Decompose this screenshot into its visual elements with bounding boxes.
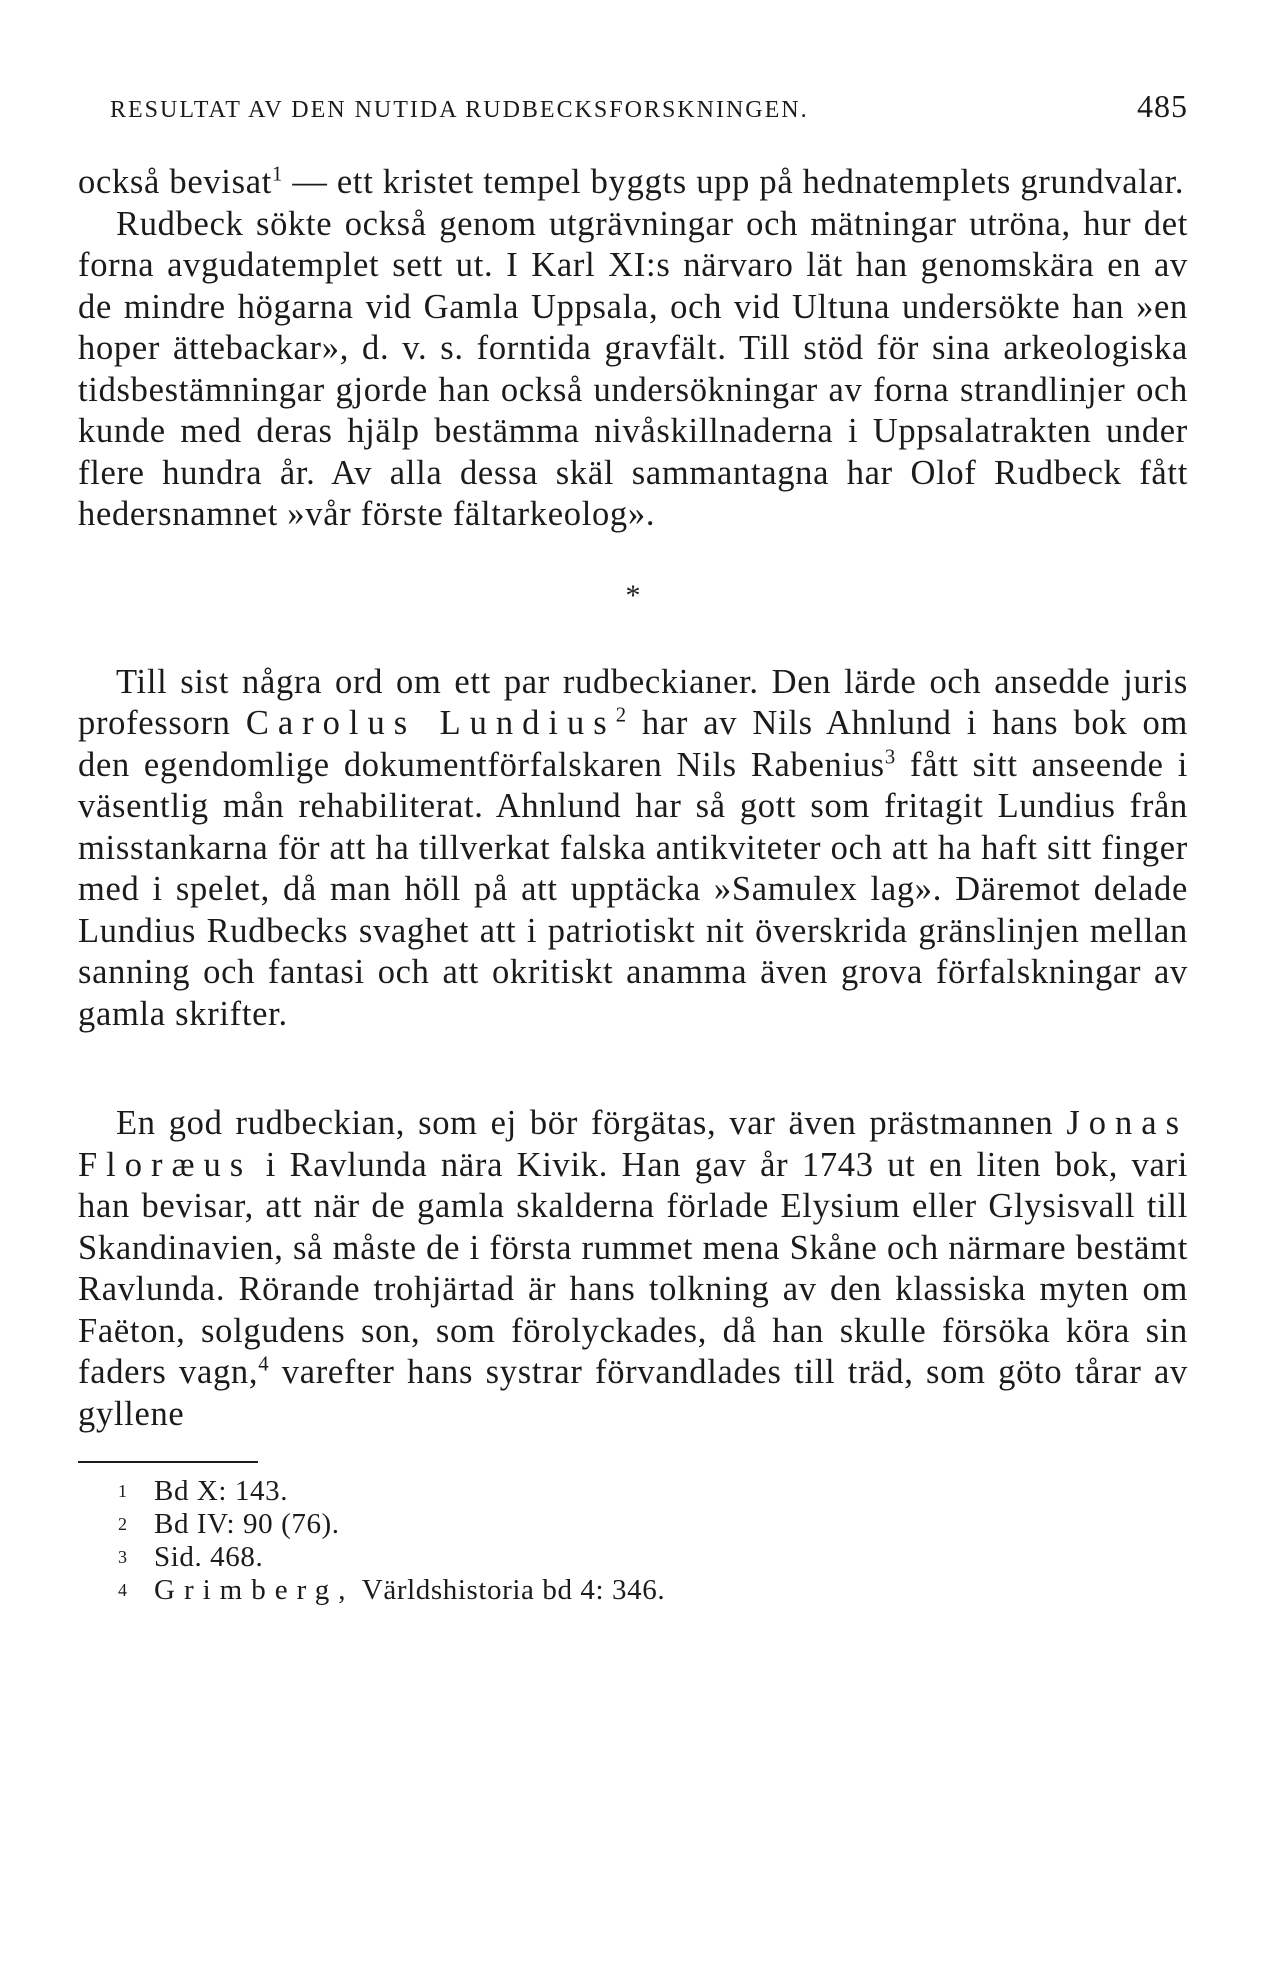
footnote [118, 1574, 1188, 1607]
footnote-number: 3 [118, 1547, 128, 1567]
footnote-text: Sid. 468. [154, 1541, 264, 1573]
footnote [118, 1475, 1188, 1508]
footnote [118, 1541, 1188, 1574]
paragraph-3-text-c: fått sitt anseende i väsentlig mån rehabiliterat. Ahnlund har så gott som fritagit Lundius från misstankarna för att ha tillverkat falska antikviteter och att ha haft sitt finger med i spelet, då man höll på att upptäcka »Samulex lag». Däremot delade Lundius Rudbecks svaghet att i patriotiskt nit överskrida gränslinjen mellan sanning och fantasi och att okritiskt anamma även grova förfalskningar av gamla skrifter. [78, 745, 1188, 1033]
footnote-text: Bd X: 143. [154, 1475, 289, 1507]
footnote-ref-2: 2 [615, 704, 627, 727]
paragraph-2: Rudbeck sökte också genom utgrävningar och mätningar utröna, hur det forna avgudatemplet sett ut. I Karl XI:s närvaro lät han genomskära en av de mindre högarna vid Gamla Uppsala, och vid Ultuna undersökte han »en hoper ättebackar», d. v. s. forntida gravfält. Till stöd för sina arkeologiska tidsbestämningar gjorde han också undersökningar av forna strandlinjer och kunde med deras hjälp bestämma nivåskillnaderna i Uppsalatrakten under flere hundra år. Av alla dessa skäl sammantagna har Olof Rudbeck fått hedersnamnet »vår förste fältarkeolog». [78, 204, 1188, 533]
person-name-lundius: Carolus Lundius [245, 704, 616, 742]
footnote-number: 2 [118, 1514, 128, 1534]
footnote-text: Bd IV: 90 (76). [154, 1508, 340, 1540]
section-separator: * [625, 578, 641, 612]
footnote-divider [78, 1461, 258, 1463]
paragraph-4-text-b: i Ravlunda nära Kivik. Han gav år 1743 ut en liten bok, vari han bevisar, att när de gamla skalderna förlade Elysium eller Glysisvall till Skandinavien, så måste de i första rummet mena Skåne och närmare bestämt Ravlunda. Rörande trohjärtad är hans tolkning av den klassiska myten om Faëton, solgudens son, som förolyckades, då han skulle försöka köra sin faders vagn, [78, 1145, 1188, 1391]
paragraph-3-text-a: Till sist några ord om ett par rudbeckianer. Den lärde och ansedde juris professorn [78, 662, 1188, 742]
footnote-ref-3: 3 [884, 746, 896, 768]
footnote-number: 1 [118, 1481, 128, 1501]
paragraph-1 [78, 162, 1188, 204]
footnote-ref-4: 4 [258, 1353, 270, 1376]
paragraph-4-text-a: En god rudbeckian, som ej bör förgätas, var även prästmannen [116, 1104, 1067, 1142]
footnote-author: Grimberg, [154, 1574, 355, 1606]
footnote-text: Världshistoria bd 4: 346. [354, 1574, 666, 1606]
person-name-floraeus: Jonas Floræus [78, 1104, 1188, 1184]
footnote-number: 4 [118, 1580, 128, 1600]
paragraph-gap [78, 1035, 1188, 1103]
paragraph-3 [78, 662, 1188, 1036]
running-title: RESULTAT AV DEN NUTIDA RUDBECKSFORSKNINGEN. [110, 97, 809, 123]
paragraph-4-text-c: varefter hans systrar förvandlades till träd, som göto tårar av gyllene [78, 1353, 1188, 1433]
page-number: 485 [1137, 88, 1188, 124]
footnotes-list [78, 1475, 1188, 1607]
page [78, 88, 1188, 1607]
footnote-ref-1: 1 [272, 163, 284, 186]
paragraph-3-text-b: har av Nils Ahnlund i hans bok om den egendomlige dokumentförfalskaren Nils Rabenius [78, 704, 1188, 784]
paragraph-4 [78, 1103, 1188, 1435]
running-header [78, 88, 1188, 132]
footnote [118, 1508, 1188, 1541]
paragraph-1-text-b: — ett kristet tempel byggts upp på hednatemplets grundvalar. [283, 163, 1185, 201]
paragraph-1-text-a: också bevisat [78, 163, 272, 201]
